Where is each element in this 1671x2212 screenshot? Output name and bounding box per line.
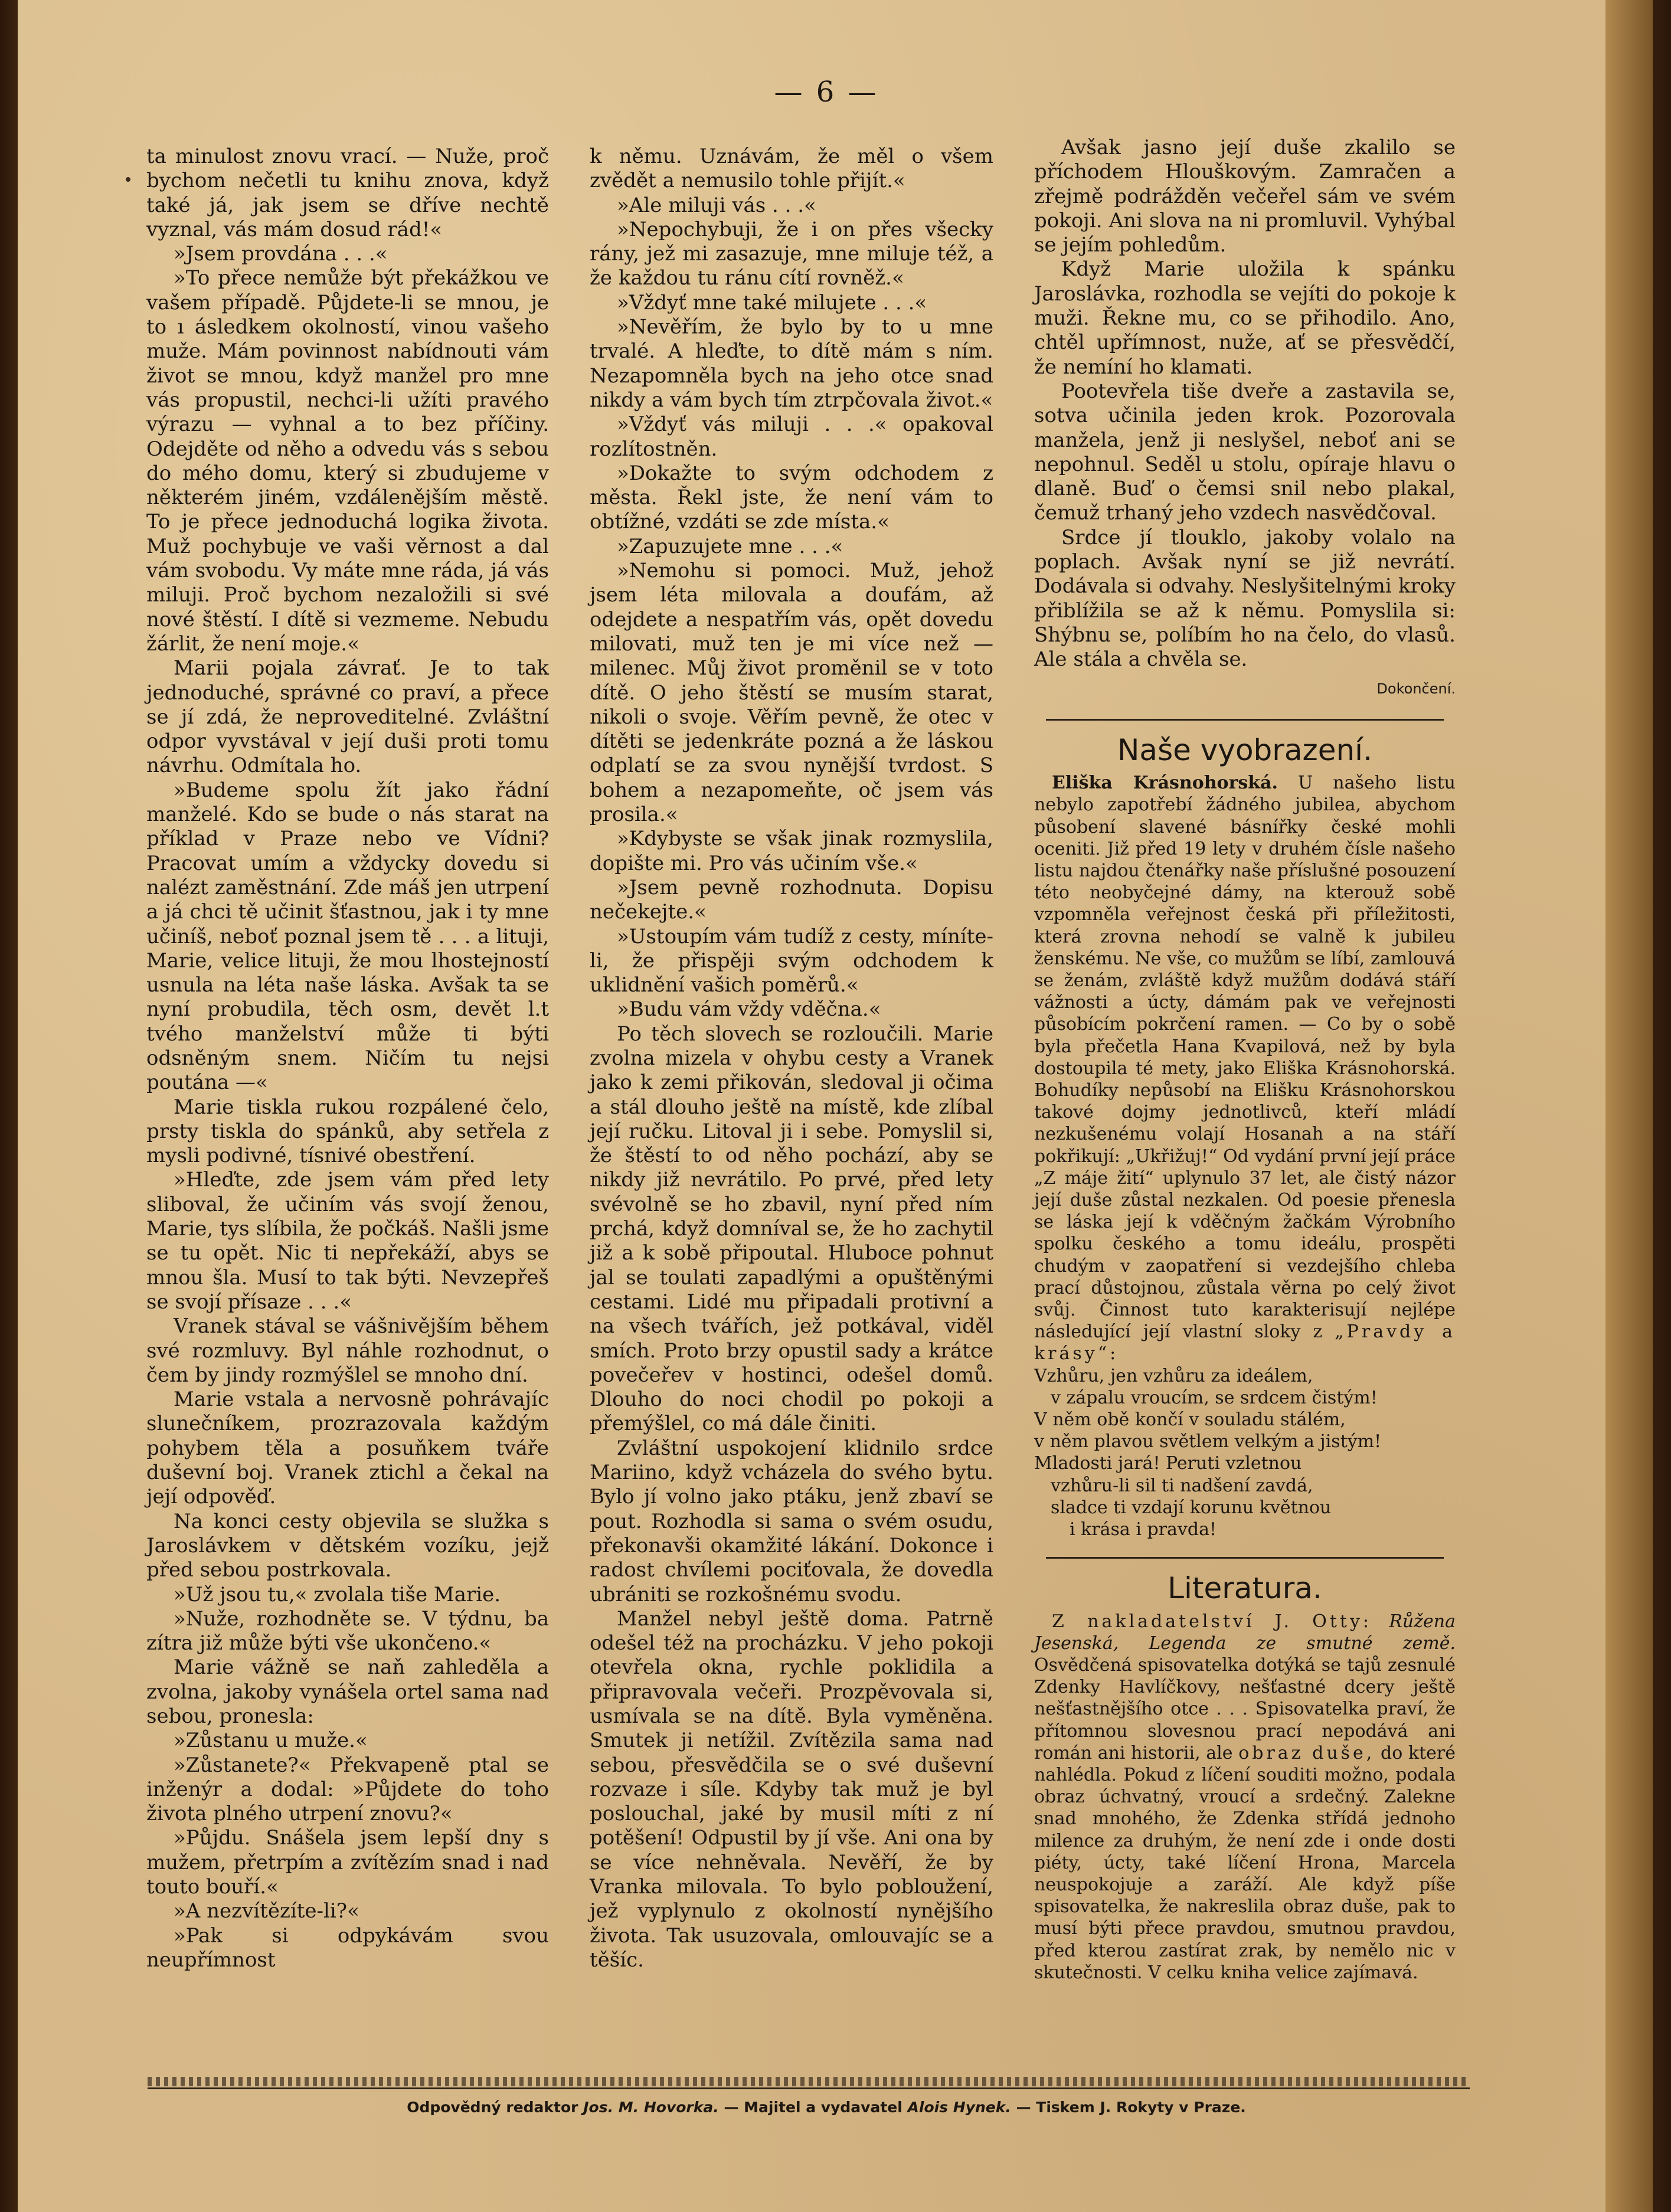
paragraph: »Nuže, rozhodněte se. V týdnu, ba zítra již může býti vše ukončeno.« <box>146 1606 549 1655</box>
section-literatura <box>1034 1611 1456 1984</box>
paragraph: »Nevěřím, že bylo by to u mne trvalé. A hleďte, to dítě mám s ním. Nezapomněla bych na jeho otce snad nikdy a vám bych tím ztrpčovala život.« <box>590 315 993 412</box>
section-title-literatura: Literatura. <box>1168 1571 1322 1606</box>
paragraph: »Ustoupím vám tudíž z cesty, míníte-li, že přispěji svým odchodem k uklidnění vašich poměrů.« <box>590 924 993 997</box>
paragraph: »Ale miluji vás . . .« <box>617 193 816 217</box>
publisher-name: Alois Hynek. <box>907 2099 1011 2116</box>
paragraph: Marii pojala závrať. Je to tak jednoduché, správné co praví, a přece se jí zdá, že neproveditelné. Zvláštní odpor vyvstával v její duši proti tomu návrhu. Odmítala ho. <box>146 656 549 778</box>
poem-line: V něm obě končí v souladu stálém, <box>1034 1409 1346 1431</box>
paragraph: Zvláštní uspokojení klidnilo srdce Mariino, když vcházela do svého bytu. Bylo jí volno jako ptáku, jenž zbaví se pout. Rozhodla si sama o svém osudu, překonavši okamžité lákání. Dokonce i radost chvílemi pociťovala, že dovedla ubrániti se rozkošnému svodu. <box>590 1436 993 1606</box>
section-title-nase-vyobrazeni: Naše vyobrazení. <box>1117 732 1372 767</box>
paragraph: Na konci cesty objevila se služka s Jaroslávkem v dětském vozíku, jejž před sebou postrkovala. <box>146 1509 549 1582</box>
page-edge-strip <box>1605 0 1653 2212</box>
paragraph: Vranek stával se vášnivějším během své rozmluvy. Byl náhle rozhodnut, o čem by jindy rozmýšlel se mnoho dní. <box>146 1314 549 1387</box>
paragraph: »Už jsou tu,« zvolala tiše Marie. <box>174 1582 501 1606</box>
paragraph: »Vždyť vás miluji . . .« opakoval rozlítostněn. <box>590 413 993 461</box>
publisher-heading: Z nakladatelství J. Otty: <box>1052 1611 1372 1632</box>
poem-line: v něm plavou světlem velkým a jistým! <box>1034 1431 1382 1452</box>
editor-name: Jos. M. Hovorka. <box>583 2099 719 2116</box>
poem-line: v zápalu vroucím, se srdcem čistým! <box>1051 1387 1378 1408</box>
paragraph: »Dokažte to svým odchodem z města. Řekl jste, že není vám to obtížné, vzdáti se zde místa.« <box>590 461 993 534</box>
poem-line: vzhůru-li sil ti nadšení zavdá, <box>1051 1475 1313 1496</box>
poem-line: i krása i pravda! <box>1070 1519 1217 1540</box>
bottom-ornament-rule <box>148 2077 1470 2086</box>
paragraph: ta minulost znovu vrací. — Nuže, proč bychom nečetli tu knihu znova, když také já, jak jsem se dříve nechtě vyznal, vás mám dosud rád!« <box>146 145 549 241</box>
column-2 <box>590 145 993 1972</box>
paragraph: »Budeme spolu žít jako řádní manželé. Kdo se bude o nás starat na příklad v Praze nebo ve Vídni? Pracovat umím a vždycky dovedu si nalézt zaměstnání. Zde máš jen utrpení a já chci tě učinit šťastnou, jak i ty mne učiníš, neboť poznal jsem tě . . . a lituji, Marie, velice lituji, že mou lhostejností usnula na léta naše láska. Avšak ta se nyní probudila, těch osm, devět l.t tvého manželství může ti býti odsněným snem. Ničím tu nejsi poutána —« <box>146 778 549 1095</box>
review-text: do které nahlédla. Pokud z líčení souditi možno, podala obraz úchvatný, vroucí a srdečný. Zalekne snad mnohého, že Zdenka střídá jednoho milence za druhým, že není zde i onde dosti piéty, úcty, také líčení Hrona, Marcela neuspokojuje a zaráží. Ale když píše spisovatelka, že nakreslila obraz duše, pak to musí býti přece pravdou, smutnou pravdou, před kterou zastírat zrak, by nemělo nic v skutečnosti. V celku kniha velice zajímavá. <box>1034 1742 1456 1983</box>
paragraph: Pootevřela tiše dveře a zastavila se, sotva učinila jeden krok. Pozorovala manžela, jenž ji neslyšel, neboť ani se nepohnul. Seděl u stolu, opíraje hlavu o dlaně. Buď o čemsi snil nebo plakal, čemuž trhaný jeho vzdech nasvědčoval. <box>1034 379 1456 525</box>
publisher-label: — Majitel a vydavatel <box>724 2099 902 2116</box>
section-divider <box>1046 719 1444 721</box>
to-be-concluded-note: Dokončení. <box>1376 680 1456 697</box>
poem <box>1034 1365 1456 1541</box>
paragraph: »A nezvítězíte-li?« <box>174 1899 359 1923</box>
paragraph: »Budu vám vždy vděčna.« <box>617 997 881 1022</box>
paragraph: Avšak jasno její duše zkalilo se příchodem Hlouškovým. Zamračen a zřejmě podrážděn večeřel sám ve svém pokoji. Ani slova na ni promluvil. Vyhýbal se jejím pohledům. <box>1034 136 1456 257</box>
bottom-rule <box>148 2087 1470 2089</box>
book-title: Růžena Jesenská, Legenda ze smutné země. <box>1034 1611 1456 1654</box>
paragraph: »Zůstanu u muže.« <box>174 1729 368 1753</box>
poem-line: Vzhůru, jen vzhůru za ideálem, <box>1034 1365 1313 1386</box>
quote-source: „Pravdy a krásy“: <box>1034 1321 1456 1364</box>
paragraph: »Nepochybuji, že i on přes všecky rány, jež mi zasazuje, mne miluje též, a že každou tu ránu cítí rovněž.« <box>590 217 993 290</box>
review-emphasis: obraz duše, <box>1238 1742 1375 1763</box>
paragraph: k němu. Uznávám, že měl o všem zvědět a nemusilo tohle přijít.« <box>590 145 993 193</box>
page-number: — 6 — <box>774 76 879 109</box>
paragraph: Srdce jí tlouklo, jakoby volalo na poplach. Avšak nyní se již nevrátí. Dodávala si odvahy. Neslyšitelnými kroky přiblížila se až k němu. Pomyslila si: Shýbnu se, políbím ho na čelo, do vlasů. Ale stála a chvěla se. <box>1034 525 1456 672</box>
paragraph: »Zapuzujete mne . . .« <box>617 534 843 558</box>
column-1 <box>146 145 549 1972</box>
printer-label: — Tiskem J. Rokyty v Praze. <box>1016 2099 1246 2116</box>
review-text: Osvědčená spisovatelka dotýká se tajů zesnulé Zdenky Havlíčkovy, nešťastné dcery ještě nešťastnějšího otce . . . Spisovatelka praví, že přítomnou slovesnou prací nepodává ani román ani historii, ale <box>1034 1654 1456 1763</box>
paragraph: »Kdybyste se však jinak rozmyslila, dopište mi. Pro vás učiním vše.« <box>590 827 993 875</box>
editor-label: Odpovědný redaktor <box>407 2099 578 2116</box>
paragraph: »Hleďte, zde jsem vám před lety sliboval, že učiním vás svojí ženou, Marie, tys slíbila, že počkáš. Našli jsme se tu opět. Nic ti nepřekáží, abys se mnou šla. Musí to tak býti. Nevzepřeš se svojí přísaze . . .« <box>146 1168 549 1314</box>
paragraph: »To přece nemůže být překážkou ve vašem případě. Půjdete-li se mnou, je to ı ásledkem okolností, vinou vašeho muže. Mám povinnost nabídnouti vám život se mnou, když manžel pro mne vás propustil, nechci-li užíti pravého výrazu — vyhnal a to bez příčiny. Odejděte od něho a odvedu vás s sebou do mého domu, který si zbudujeme v některém jiném, vzdálenějším městě. To je přece jednoduchá logika života. Muž pochybuje ve vaši věrnost a dal vám svobodu. Vy máte mne ráda, já vás miluji. Proč bychom nezaložili si své nové štěstí. I dítě si vezmeme. Nebudu žárlit, že není moje.« <box>146 266 549 656</box>
article-lead-name: Eliška Krásnohorská. <box>1052 773 1278 794</box>
paragraph: »Zůstanete?« Překvapeně ptal se inženýr a dodal: »Půjdete do toho života plného utrpení znovu?« <box>146 1753 549 1826</box>
paragraph: »Pak si odpykávám svou neupřímnost <box>146 1923 549 1972</box>
paragraph: »Půjdu. Snášela jsem lepší dny s mužem, přetrpím a zvítězím snad i nad touto bouří.« <box>146 1826 549 1899</box>
paragraph: Marie vstala a nervosně pohrávajíc slunečníkem, prozrazovala každým pohybem těla a posuňkem tváře duševní boj. Vranek ztichl a čekal na její odpověď. <box>146 1388 549 1509</box>
paragraph: Marie tiskla rukou rozpálené čelo, prsty tiskla do spánků, aby setřela z mysli podivné, tísnivé obestření. <box>146 1095 549 1168</box>
paragraph: Když Marie uložila k spánku Jaroslávka, rozhodla se vejíti do pokoje k muži. Řekne mu, co se přihodilo. Ano, chtěl upřímnost, nuže, ať se přesvědčí, že nemíní ho klamati. <box>1034 257 1456 379</box>
paragraph: Marie vážně se naň zahleděla a zvolna, jakoby vynášela ortel sama nad sebou, pronesla: <box>146 1655 549 1728</box>
paragraph: Po těch slovech se rozloučili. Marie zvolna mizela v ohybu cesty a Vranek jako k zemi přikován, sledoval ji očima a stál dlouho ještě na místě, kde zlíbal její ručku. Litoval ji i sebe. Pomyslil si, že štěstí to od něho pochází, aby se nikdy již nevrátilo. Po prvé, před lety svévolně se ho zbavil, nyní před ním prchá, když domníval se, že ho zachytil již a k sobě připoutal. Hluboce pohnut jal se toulati zapadlými a opuštěnými cestami. Lidé mu připadali protivní a na všech tvářích, jež potkával, viděl smích. Proto brzy opustil sady a krátce povečeřev v hostinci, odešel domů. Dlouho do noci chodil po pokoji a přemýšlel, co má dále činiti. <box>590 1022 993 1436</box>
paragraph: Manžel nebyl ještě doma. Patrně odešel též na procházku. V jeho pokoji otevřela okna, rychle poklidila a připravovala večeři. Prozpěvovala si, usmívala se na dítě. Byla vyměněna. Smutek ji netížil. Zvítězila sama nad sebou, přesvědčila se o své duševní rozvaze i síle. Kdyby tak muž je byl poslouchal, jaké by musil míti z ní potěšení! Odpustil by jí vše. Ani ona by se více nehněvala. Nevěří, že by Vranka milovala. To bylo pobloužení, jež vyplynulo z okolností nynějšího života. Tak usuzovala, omlouvajíc se a těšíc. <box>590 1606 993 1972</box>
paragraph: »Vždyť mne také milujete . . .« <box>617 290 927 315</box>
column-3 <box>1034 136 1456 1984</box>
poem-line: sladce ti vzdají korunu květnou <box>1051 1497 1332 1518</box>
imprint-footer <box>18 2099 1635 2116</box>
newspaper-page <box>18 0 1635 2212</box>
section-nase-vyobrazeni <box>1034 772 1456 1540</box>
paragraph: »Jsem pevně rozhodnuta. Dopisu nečekejte.« <box>590 875 993 924</box>
paragraph: »Nemohu si pomoci. Muž, jehož jsem léta milovala a doufám, až odejdete a nespatřím vás, opět dovedu milovati, muž ten je mi více než — milenec. Můj život proměnil se v toto dítě. O jeho štěstí se musím starat, nikoli o svoje. Věřím pevně, že otec v dítěti se jedenkráte pozná a že láskou odplatí se za svou nynější tvrdost. S bohem a nezapomeňte, oč jsem vás prosila.« <box>590 559 993 827</box>
margin-mark <box>126 177 130 182</box>
article-text: U našeho listu nebylo zapotřebí žádného jubilea, abychom působení slavené básnířky české mohli oceniti. Již před 19 lety v druhém čísle našeho listu najdou čtenářky naše příslušné posouzení této neobyčejné dámy, na kterouž sobě vzpomněla veřejnost česká při příležitosti, která zrovna nehodí se valně k jubileu ženskému. Ne vše, co mužům se líbí, zamlouvá se ženám, zvláště když mužům dodává stáří vážnosti a úcty, dámám pak ve veřejnosti působícím pokrčení ramen. — Co by o sobě byla přečetla Hana Kvapilová, než by byla dostoupila té mety, jako Eliška Krásnohorská. Bohudíky nepůsobí na Elišku Krásnohorskou takové dojmy jednotlivců, kteří mládí nezkušenému volají Hosanah a na stáří pokřikují: „Ukřižuj!“ Od vydání první její práce „Z máje žití“ uplynulo 37 let, ale čistý názor její duše zůstal nezkalen. Od poesie přenesla se láska její k vděčným žačkám Výrobního spolku českého a tomu ideálu, prospěti chudým v zaopatření si vezdejšího chleba prací důstojnou, zůstala věrna po celý život svůj. Činnost tuto karakterisují nejlépe následující její vlastní sloky z <box>1034 773 1456 1343</box>
paragraph: »Jsem provdána . . .« <box>174 242 388 266</box>
poem-line: Mladosti jará! Peruti vzletnou <box>1034 1453 1302 1474</box>
section-divider <box>1046 1557 1444 1559</box>
